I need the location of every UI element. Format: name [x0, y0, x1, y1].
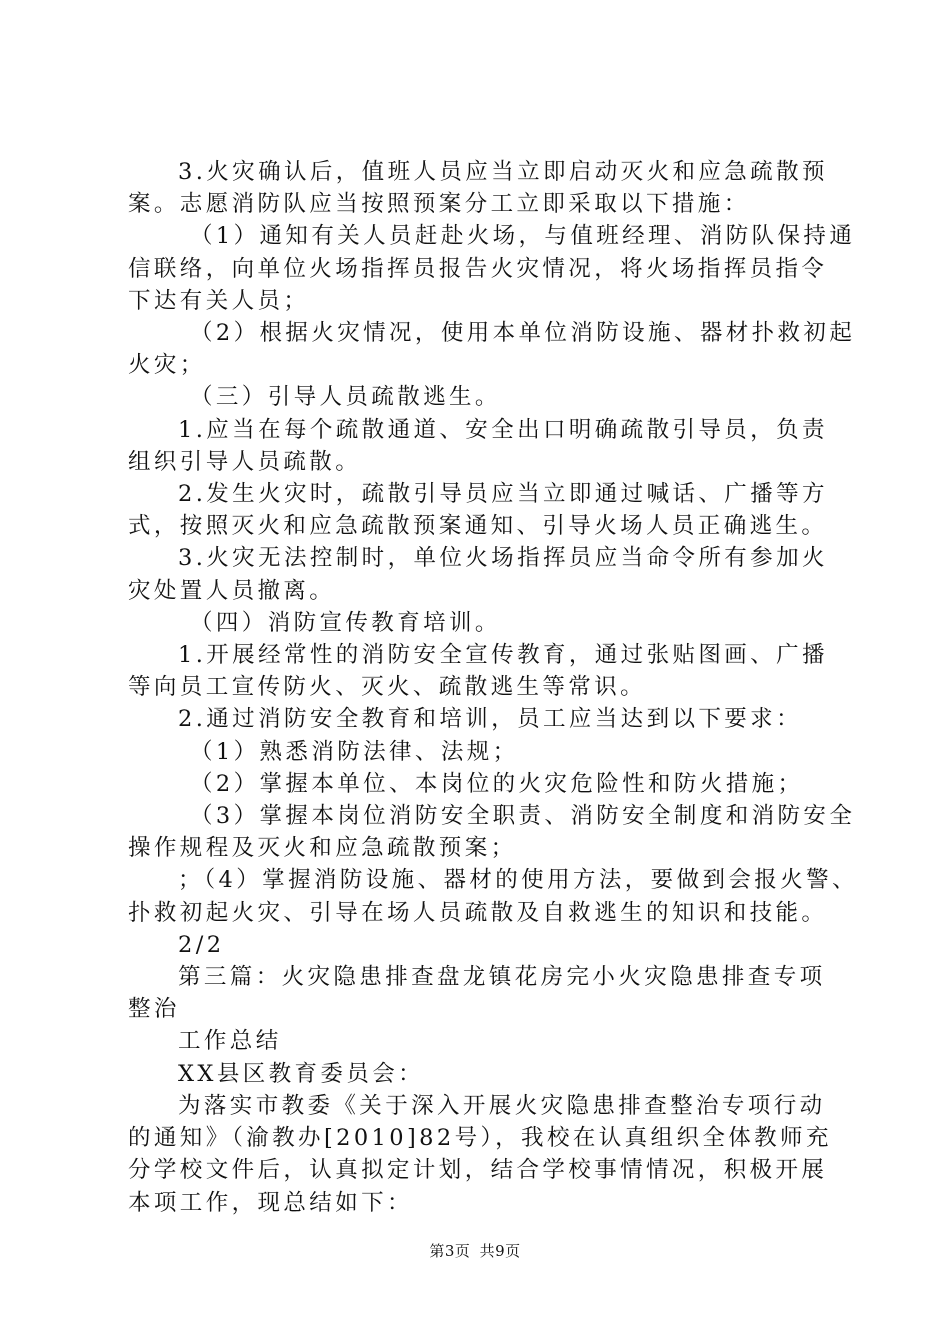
text-line: 式，按照灭火和应急疏散预案通知、引导火场人员正确逃生。 [128, 513, 828, 540]
text-line: 案。志愿消防队应当按照预案分工立即采取以下措施： [128, 191, 750, 218]
text-line: ；（4）掌握消防设施、器材的使用方法，要做到会报火警、 [178, 867, 858, 894]
page-total: 共9页 [479, 1242, 521, 1260]
text-line: 工作总结 [178, 1028, 282, 1055]
text-line: 灾处置人员撤离。 [128, 577, 336, 604]
text-line: 操作规程及灭火和应急疏散预案； [128, 835, 517, 862]
text-line: 分学校文件后，认真拟定计划，结合学校事情情况，积极开展 [128, 1157, 828, 1184]
text-line: 组织引导人员疏散。 [128, 448, 362, 475]
text-line: 2.通过消防安全教育和培训，员工应当达到以下要求： [178, 706, 802, 733]
text-line: 2.发生火灾时，疏散引导员应当立即通过喊话、广播等方 [178, 481, 828, 508]
text-line: 信联络，向单位火场指挥员报告火灾情况，将火场指挥员指令 [128, 255, 828, 282]
text-line: （1）通知有关人员赶赴火场，与值班经理、消防队保持通 [190, 223, 856, 250]
text-line: 2/2 [178, 931, 225, 958]
text-line: 火灾； [128, 352, 206, 379]
text-line: 扑救初起火灾、引导在场人员疏散及自救逃生的知识和技能。 [128, 899, 828, 926]
text-line: 的通知》（渝教办[2010]82号），我校在认真组织全体教师充 [128, 1125, 832, 1152]
document-body [128, 156, 858, 1219]
text-line: 第三篇：火灾隐患排查盘龙镇花房完小火灾隐患排查专项 [178, 964, 826, 991]
text-line: 1.应当在每个疏散通道、安全出口明确疏散引导员，负责 [178, 416, 828, 443]
text-line: （三）引导人员疏散逃生。 [190, 384, 501, 411]
text-line: 3.火灾确认后，值班人员应当立即启动灭火和应急疏散预 [178, 159, 828, 185]
text-line: （1）熟悉消防法律、法规； [190, 738, 519, 765]
page-footer [0, 1240, 950, 1261]
text-line: 本项工作，现总结如下： [128, 1189, 413, 1216]
text-line: 等向员工宣传防火、灭火、疏散逃生等常识。 [128, 674, 647, 701]
text-line: 3.火灾无法控制时，单位火场指挥员应当命令所有参加火 [178, 545, 828, 572]
text-line: 整治 [128, 996, 180, 1023]
text-line: XX县区教育委员会： [178, 1060, 425, 1087]
text-line: 为落实市教委《关于深入开展火灾隐患排查整治专项行动 [178, 1092, 826, 1119]
page-number: 第3页 [429, 1242, 471, 1260]
text-line: 1.开展经常性的消防安全宣传教育，通过张贴图画、广播 [178, 642, 828, 669]
text-line: （2）掌握本单位、本岗位的火灾危险性和防火措施； [190, 770, 804, 797]
text-line: （四）消防宣传教育培训。 [190, 609, 501, 636]
text-line: （3）掌握本岗位消防安全职责、消防安全制度和消防安全 [190, 803, 856, 830]
text-line: （2）根据火灾情况，使用本单位消防设施、器材扑救初起 [190, 320, 856, 347]
text-line: 下达有关人员； [128, 287, 310, 314]
